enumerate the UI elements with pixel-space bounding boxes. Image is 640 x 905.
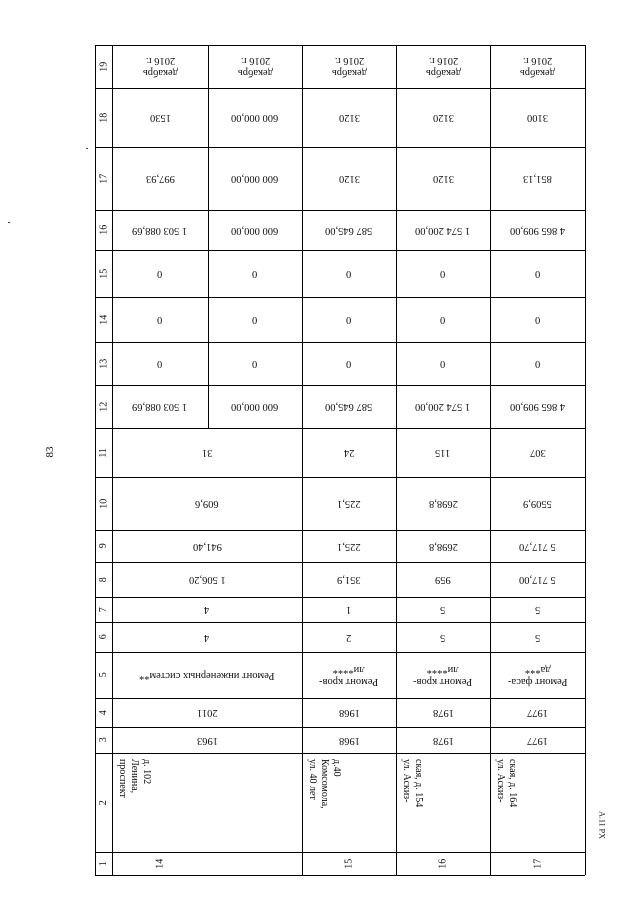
cell-c5-text: Ремонт кров- ли**** bbox=[413, 664, 473, 688]
cell-c9 bbox=[490, 530, 585, 562]
row-number bbox=[396, 852, 490, 875]
cell-c11 bbox=[302, 428, 396, 477]
cell-c16 bbox=[112, 210, 208, 250]
cell-c6 bbox=[396, 622, 490, 652]
cell-c10-text: 609,6 bbox=[195, 498, 219, 510]
column-number-11 bbox=[95, 428, 112, 477]
column-number-1-text: 1 bbox=[97, 861, 109, 866]
cell-c12 bbox=[208, 385, 302, 428]
cell-c15-text: 0 bbox=[440, 268, 446, 280]
cell-c8 bbox=[302, 562, 396, 597]
cell-c18-text: 1530 bbox=[149, 112, 171, 124]
cell-c4 bbox=[112, 698, 302, 727]
cell-c13 bbox=[112, 342, 208, 385]
cell-c6 bbox=[112, 622, 302, 652]
cell-c16-text: 4 865 909,00 bbox=[509, 225, 566, 237]
cell-c13 bbox=[302, 342, 396, 385]
cell-c17-text: 3120 bbox=[338, 173, 360, 185]
cell-c9 bbox=[396, 530, 490, 562]
cell-c19-text: декабрь 2016 г. bbox=[142, 55, 178, 79]
cell-c4-text: 1977 bbox=[527, 707, 548, 719]
column-number-10 bbox=[95, 477, 112, 530]
cell-c10 bbox=[490, 477, 585, 530]
page-number: 83 bbox=[44, 446, 56, 458]
column-number-9 bbox=[95, 530, 112, 562]
cell-c17-text: 851,13 bbox=[523, 173, 552, 185]
column-number-14 bbox=[95, 297, 112, 342]
column-number-19 bbox=[95, 45, 112, 88]
cell-c14 bbox=[490, 297, 585, 342]
cell-c8-text: 1 506,20 bbox=[188, 574, 226, 586]
column-number-7-text: 7 bbox=[97, 607, 109, 612]
cell-c19 bbox=[490, 45, 585, 88]
cell-c18 bbox=[396, 88, 490, 147]
cell-c8 bbox=[112, 562, 302, 597]
column-number-17-text: 17 bbox=[97, 173, 109, 184]
cell-c14 bbox=[396, 297, 490, 342]
cell-c17 bbox=[208, 147, 302, 210]
row-address-text: ул. Аскиз- ская, д. 164 bbox=[495, 759, 518, 808]
cell-c5-text: Ремонт инженерных систем** bbox=[139, 670, 275, 682]
cell-c18 bbox=[112, 88, 208, 147]
cell-c3 bbox=[112, 727, 302, 753]
column-number-4 bbox=[95, 698, 112, 727]
cell-c5 bbox=[490, 652, 585, 698]
column-number-7 bbox=[95, 597, 112, 622]
cell-c18 bbox=[490, 88, 585, 147]
column-number-6-text: 6 bbox=[97, 634, 109, 640]
cell-c8 bbox=[490, 562, 585, 597]
cell-c8-text: 5 717,00 bbox=[519, 574, 556, 586]
cell-c12 bbox=[490, 385, 585, 428]
cell-c7 bbox=[490, 597, 585, 622]
cell-c15-text: 0 bbox=[534, 268, 541, 280]
cell-c6-text: 5 bbox=[440, 632, 446, 644]
cell-c9-text: 941,40 bbox=[192, 541, 222, 553]
cell-c13-text: 0 bbox=[440, 358, 446, 370]
column-number-3 bbox=[95, 727, 112, 753]
cell-c14 bbox=[302, 297, 396, 342]
cell-c18 bbox=[302, 88, 396, 147]
scan-speck bbox=[86, 148, 88, 149]
cell-c7-text: 5 bbox=[440, 604, 446, 616]
cell-c12-text: 600 000,00 bbox=[231, 401, 279, 413]
cell-c17 bbox=[112, 147, 208, 210]
column-number-1 bbox=[95, 852, 112, 875]
column-number-4-text: 4 bbox=[97, 710, 109, 715]
cell-c13-text: 0 bbox=[252, 358, 258, 370]
cell-c16 bbox=[490, 210, 585, 250]
cell-c5-text: Ремонт кров- ли**** bbox=[319, 664, 379, 688]
cell-c12 bbox=[302, 385, 396, 428]
cell-c4 bbox=[396, 698, 490, 727]
cell-c15 bbox=[302, 250, 396, 297]
cell-c9 bbox=[112, 530, 302, 562]
column-number-5 bbox=[95, 652, 112, 698]
cell-c15-text: 0 bbox=[346, 268, 352, 280]
column-number-14-text: 14 bbox=[97, 314, 109, 325]
row-address bbox=[490, 753, 585, 852]
column-number-15 bbox=[95, 250, 112, 297]
column-number-2 bbox=[95, 753, 112, 852]
cell-c16-text: 1 574 200,00 bbox=[415, 225, 471, 237]
cell-c14-text: 0 bbox=[534, 314, 541, 326]
row-number bbox=[112, 852, 208, 875]
cell-c5 bbox=[112, 652, 302, 698]
cell-c3-text: 1978 bbox=[432, 735, 454, 747]
cell-c6-text: 5 bbox=[534, 632, 541, 644]
cell-c9-text: 5 717,70 bbox=[519, 541, 556, 553]
cell-c15 bbox=[490, 250, 585, 297]
row-address-text: ул. 40 лет Комсомола, д.40 bbox=[307, 759, 342, 809]
cell-c19-text: декабрь 2016 г. bbox=[520, 55, 555, 79]
table-rule bbox=[95, 875, 585, 876]
cell-c17 bbox=[302, 147, 396, 210]
cell-c18-text: 600 000,00 bbox=[231, 112, 279, 124]
cell-c19 bbox=[302, 45, 396, 88]
cell-c17-text: 600 000,00 bbox=[231, 173, 279, 185]
cell-c11-text: 307 bbox=[529, 447, 546, 459]
cell-c19-text: декабрь 2016 г. bbox=[237, 55, 273, 79]
row-address bbox=[396, 753, 490, 852]
cell-c13-text: 0 bbox=[346, 358, 352, 370]
row-address-text: ул. Аскиз- ская, д. 154 bbox=[401, 759, 424, 808]
cell-c12-text: 4 865 909,00 bbox=[509, 401, 566, 413]
cell-c16 bbox=[396, 210, 490, 250]
cell-c12-text: 587 645,00 bbox=[325, 401, 373, 413]
cell-c18-text: 3120 bbox=[432, 112, 454, 124]
cell-c19 bbox=[396, 45, 490, 88]
cell-c7 bbox=[112, 597, 302, 622]
cell-c16-text: 587 645,00 bbox=[325, 225, 373, 237]
cell-c9-text: 2698,8 bbox=[428, 541, 458, 553]
row-number-text: 14 bbox=[154, 858, 166, 869]
cell-c14-text: 0 bbox=[252, 314, 258, 326]
cell-c16-text: 1 503 088,69 bbox=[132, 225, 188, 237]
row-number bbox=[490, 852, 585, 875]
column-number-16 bbox=[95, 210, 112, 250]
cell-c5-text: Ремонт фаса- да*** bbox=[507, 664, 568, 688]
cell-c7 bbox=[396, 597, 490, 622]
row-number-text: 16 bbox=[437, 858, 449, 869]
column-number-18-text: 18 bbox=[97, 112, 109, 123]
column-number-5-text: 5 bbox=[97, 672, 109, 678]
cell-c3-text: 1968 bbox=[338, 735, 360, 747]
cell-c18-text: 3100 bbox=[527, 112, 548, 124]
scan-speck bbox=[8, 222, 10, 223]
footer-mark: A.11 PX bbox=[597, 811, 607, 839]
cell-c15-text: 0 bbox=[252, 268, 258, 280]
cell-c17 bbox=[396, 147, 490, 210]
cell-c17-text: 997,93 bbox=[145, 173, 175, 185]
row-number-text: 17 bbox=[531, 858, 543, 869]
cell-c4-text: 2011 bbox=[196, 707, 218, 719]
column-number-19-text: 19 bbox=[97, 61, 109, 72]
cell-c8-text: 351,9 bbox=[337, 574, 361, 586]
column-number-12-text: 12 bbox=[97, 401, 109, 412]
column-number-18 bbox=[95, 88, 112, 147]
cell-c3-text: 1977 bbox=[527, 735, 548, 747]
cell-c10-text: 5509,9 bbox=[523, 498, 552, 510]
cell-c19-text: декабрь 2016 г. bbox=[331, 55, 367, 79]
cell-c13-text: 0 bbox=[534, 358, 541, 370]
cell-c16-text: 600 000,00 bbox=[231, 225, 279, 237]
cell-c16 bbox=[302, 210, 396, 250]
cell-c7-text: 1 bbox=[346, 604, 352, 616]
cell-c11-text: 115 bbox=[435, 447, 451, 459]
column-number-8-text: 8 bbox=[97, 577, 109, 582]
cell-c15 bbox=[208, 250, 302, 297]
cell-c14 bbox=[112, 297, 208, 342]
cell-c3 bbox=[490, 727, 585, 753]
cell-c6 bbox=[490, 622, 585, 652]
cell-c13 bbox=[396, 342, 490, 385]
cell-c11-text: 31 bbox=[201, 447, 213, 459]
cell-c11 bbox=[396, 428, 490, 477]
cell-c15 bbox=[396, 250, 490, 297]
cell-c6 bbox=[302, 622, 396, 652]
row-address bbox=[112, 753, 302, 852]
cell-c14-text: 0 bbox=[157, 314, 163, 326]
column-number-6 bbox=[95, 622, 112, 652]
column-number-8 bbox=[95, 562, 112, 597]
column-number-16-text: 16 bbox=[97, 225, 109, 235]
cell-c12-text: 1 503 088,69 bbox=[132, 401, 188, 413]
cell-c7 bbox=[302, 597, 396, 622]
cell-c11 bbox=[112, 428, 302, 477]
row-number-text: 15 bbox=[343, 858, 355, 869]
cell-c7-text: 5 bbox=[534, 604, 541, 616]
cell-c14-text: 0 bbox=[346, 314, 352, 326]
cell-c13 bbox=[490, 342, 585, 385]
cell-c19-text: декабрь 2016 г. bbox=[425, 55, 461, 79]
cell-c4-text: 1968 bbox=[338, 707, 360, 719]
cell-c8-text: 959 bbox=[435, 574, 451, 586]
cell-c10 bbox=[396, 477, 490, 530]
row-address bbox=[302, 753, 396, 852]
column-number-10-text: 10 bbox=[97, 498, 109, 509]
cell-c17 bbox=[490, 147, 585, 210]
cell-c10 bbox=[302, 477, 396, 530]
table-rule bbox=[585, 45, 586, 875]
column-number-12 bbox=[95, 385, 112, 428]
cell-c12 bbox=[112, 385, 208, 428]
cell-c11 bbox=[490, 428, 585, 477]
cell-c14-text: 0 bbox=[440, 314, 446, 326]
column-number-15-text: 15 bbox=[97, 268, 109, 279]
column-number-11-text: 11 bbox=[97, 447, 109, 458]
cell-c17-text: 3120 bbox=[432, 173, 454, 185]
cell-c3 bbox=[302, 727, 396, 753]
row-number bbox=[302, 852, 396, 875]
cell-c15 bbox=[112, 250, 208, 297]
cell-c6-text: 4 bbox=[204, 632, 210, 644]
cell-c15-text: 0 bbox=[157, 268, 163, 280]
cell-c4 bbox=[302, 698, 396, 727]
cell-c14 bbox=[208, 297, 302, 342]
cell-c8 bbox=[396, 562, 490, 597]
column-number-9-text: 9 bbox=[97, 543, 109, 549]
cell-c5 bbox=[396, 652, 490, 698]
cell-c4 bbox=[490, 698, 585, 727]
cell-c10 bbox=[112, 477, 302, 530]
cell-c12 bbox=[396, 385, 490, 428]
column-number-13-text: 13 bbox=[97, 358, 109, 369]
column-number-3-text: 3 bbox=[97, 737, 109, 743]
cell-c6-text: 2 bbox=[346, 632, 352, 644]
cell-c10-text: 225,1 bbox=[337, 498, 361, 510]
cell-c5 bbox=[302, 652, 396, 698]
cell-c16 bbox=[208, 210, 302, 250]
cell-c19 bbox=[112, 45, 208, 88]
cell-c3-text: 1963 bbox=[196, 735, 218, 747]
cell-c9 bbox=[302, 530, 396, 562]
cell-c7-text: 4 bbox=[204, 604, 210, 616]
cell-c10-text: 2698,8 bbox=[428, 498, 458, 510]
cell-c19 bbox=[208, 45, 302, 88]
cell-c13 bbox=[208, 342, 302, 385]
column-number-13 bbox=[95, 342, 112, 385]
column-number-17 bbox=[95, 147, 112, 210]
cell-c3 bbox=[396, 727, 490, 753]
cell-c18 bbox=[208, 88, 302, 147]
column-number-2-text: 2 bbox=[97, 800, 109, 805]
row-address-text: проспект Ленина, д. 102 bbox=[117, 759, 152, 798]
cell-c18-text: 3120 bbox=[338, 112, 360, 124]
cell-c12-text: 1 574 200,00 bbox=[415, 401, 471, 413]
cell-c4-text: 1978 bbox=[432, 707, 454, 719]
cell-c9-text: 225,1 bbox=[337, 541, 361, 553]
cell-c11-text: 24 bbox=[343, 447, 355, 459]
cell-c13-text: 0 bbox=[157, 358, 163, 370]
